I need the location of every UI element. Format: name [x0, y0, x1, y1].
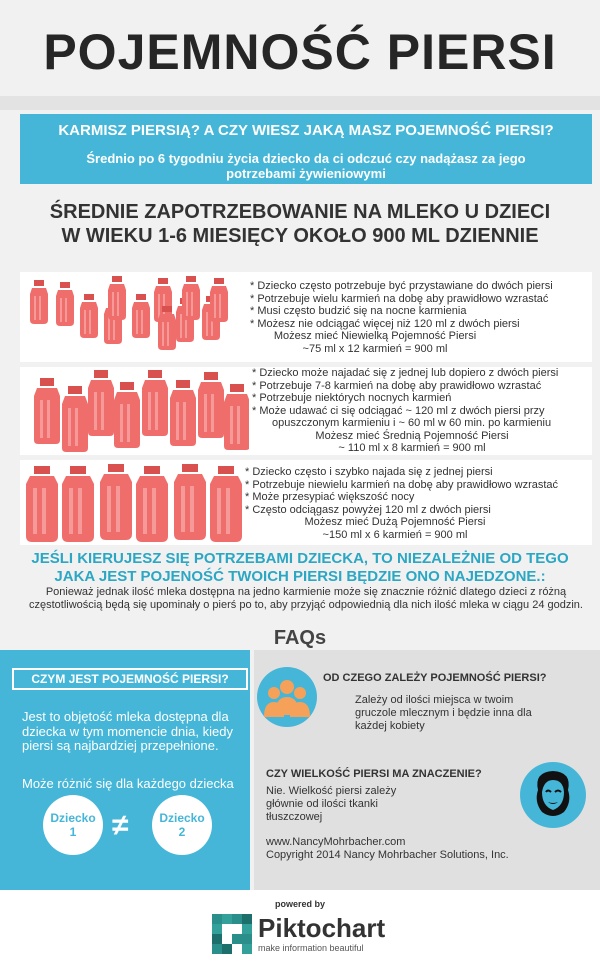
- bottle: [100, 464, 132, 540]
- baby-1-circle: Dziecko 1: [43, 795, 103, 855]
- bullet: * Dziecko często potrzebuje być przystawiane do dwóch piersi: [250, 280, 553, 292]
- faq-answer: Może różnić się dla każdego dziecka: [22, 776, 234, 791]
- website-link[interactable]: www.NancyMohrbacher.com: [266, 836, 406, 848]
- capacity-summary: Możesz mieć Niewielką Pojemność Piersi: [273, 330, 477, 342]
- bottle: [80, 294, 98, 338]
- bullet: opuszczonym karmieniu i ~ 60 ml w 60 min. po karmieniu: [272, 417, 552, 429]
- bottle: [56, 282, 74, 326]
- bottle: [210, 466, 242, 542]
- baby-2-circle: Dziecko 2: [152, 795, 212, 855]
- capacity-medium-text: [252, 367, 597, 455]
- capacity-formula: ~ 110 ml x 8 karmień = 900 ml: [338, 442, 486, 454]
- capacity-large-text: [245, 466, 595, 541]
- bottle: [198, 372, 224, 438]
- bottles-large-group: [24, 462, 249, 544]
- faq-question: OD CZEGO ZALEŻY POJEMNOŚĆ PIERSI?: [323, 672, 547, 684]
- capacity-summary: Możesz mieć Dużą Pojemność Piersi: [304, 516, 486, 528]
- bottle: [174, 464, 206, 540]
- faq-answer: Jest to objętość mleka dostępna dla dziecka w tym momencie dnia, kiedy piersi są najbardziej przepełnione.: [22, 709, 233, 753]
- bottle: [170, 380, 196, 446]
- faq-answer: Zależy od ilości miejsca w twoim gruczole mlecznym i będzie inna dla każdej kobiety: [355, 694, 532, 732]
- bottle: [30, 280, 48, 324]
- faq-panel-capacity: [0, 650, 250, 890]
- bullet: * Potrzebuje 7-8 karmień na dobę aby prawidłowo wzrastać: [252, 379, 542, 392]
- faqs-title: FAQs: [273, 627, 327, 649]
- bottle: [136, 466, 168, 542]
- not-equal-icon: ≠: [112, 809, 129, 842]
- piktochart-tagline: make information beautiful: [258, 943, 364, 953]
- bullet: * Możesz nie odciągać więcej niż 120 ml z dwóch piersi: [250, 317, 520, 330]
- capacity-formula: ~75 ml x 12 karmień = 900 ml: [302, 342, 448, 355]
- bottle: [62, 466, 94, 542]
- bullet: * Często odciągasz powyżej 120 ml z dwóch piersi: [245, 503, 491, 516]
- capacity-small-text: [250, 280, 595, 355]
- bottle: [114, 382, 140, 448]
- bottle: [142, 370, 168, 436]
- portrait-icon: [520, 762, 586, 828]
- lead-heading: [0, 550, 600, 586]
- bottle: [224, 384, 249, 450]
- milk-need-heading: [0, 200, 600, 248]
- copyright-block: [266, 836, 509, 861]
- bullet: * Potrzebuje niektórych nocnych karmień: [252, 392, 452, 404]
- capacity-summary: Możesz mieć Średnią Pojemność Piersi: [315, 429, 509, 442]
- bottle: [182, 276, 200, 320]
- powered-by: powered by: [274, 899, 325, 909]
- lead-line: JAKA JEST POJENOŚĆ TWOICH PIERSI BĘDZIE ONO NAJEDZONE.:: [54, 568, 546, 585]
- intro-question: KARMISZ PIERSIĄ? A CZY WIESZ JAKĄ MASZ POJEMNOŚĆ PIERSI?: [58, 122, 554, 139]
- bottle: [26, 466, 58, 542]
- faq-answer: Nie. Wielkość piersi zależy głównie od ilości tkanki tłuszczowej: [266, 785, 397, 823]
- copyright-text: Copyright 2014 Nancy Mohrbacher Solutions, Inc.: [266, 848, 509, 861]
- bullet: * Może udawać ci się odciągać ~ 120 ml z dwóch piersi przy: [252, 404, 545, 417]
- bottles-medium-group: [24, 368, 249, 456]
- intro-banner: [20, 114, 592, 184]
- faq-question: CZYM JEST POJEMNOŚĆ PIERSI?: [12, 668, 248, 690]
- bullet: * Potrzebuje niewielu karmień na dobę aby prawidłowo wzrastać: [245, 478, 559, 491]
- piktochart-logo-icon[interactable]: [212, 914, 252, 954]
- bottle: [88, 370, 114, 436]
- lead-line: JEŚLI KIERUJESZ SIĘ POTRZEBAMI DZIECKA, TO NIEZALEŻNIE OD TEGO: [31, 550, 569, 567]
- bullet: * Potrzebuje wielu karmień na dobę aby prawidłowo wzrastać: [250, 292, 549, 305]
- title-divider: [0, 96, 600, 110]
- page-title: POJEMNOŚĆ PIERSI: [43, 24, 557, 80]
- bullet: * Może przesypiać większość nocy: [245, 491, 415, 503]
- intro-description: Średnio po 6 tygodniu życia dziecko da ci odczuć czy nadążasz za jego potrzebami żywieniowymi: [86, 151, 526, 181]
- milk-need-text: ŚREDNIE ZAPOTRZEBOWANIE NA MLEKO U DZIECI W WIEKU 1-6 MIESIĘCY OKOŁO 900 ML DZIENNIE: [49, 201, 551, 247]
- bottle: [210, 278, 228, 322]
- bullet: * Dziecko często i szybko najada się z jednej piersi: [245, 466, 493, 478]
- bottles-small-group: [24, 272, 249, 362]
- people-icon: [257, 667, 317, 727]
- lead-body: Ponieważ jednak ilość mleka dostępna na jedno karmienie może się znacznie różnić dlatego dzieci z różną częstotliwością będą się upominały o pierś po to, aby przyjąć odpowiednią dla nich ilość mleka w ciągu 24 godzin.: [29, 586, 583, 611]
- bullet: * Dziecko może najadać się z jednej lub dopiero z dwóch piersi: [252, 367, 559, 379]
- bottle: [108, 276, 126, 320]
- piktochart-brand[interactable]: Piktochart: [258, 913, 386, 943]
- title-section: [0, 0, 600, 100]
- bottle: [132, 294, 150, 338]
- bottle: [34, 378, 60, 444]
- capacity-formula: ~150 ml x 6 karmień = 900 ml: [322, 528, 468, 541]
- bottle: [62, 386, 88, 452]
- faq-question: CZY WIELKOŚĆ PIERSI MA ZNACZENIE?: [266, 768, 482, 780]
- bullet: * Musi często budzić się na nocne karmienia: [250, 305, 467, 317]
